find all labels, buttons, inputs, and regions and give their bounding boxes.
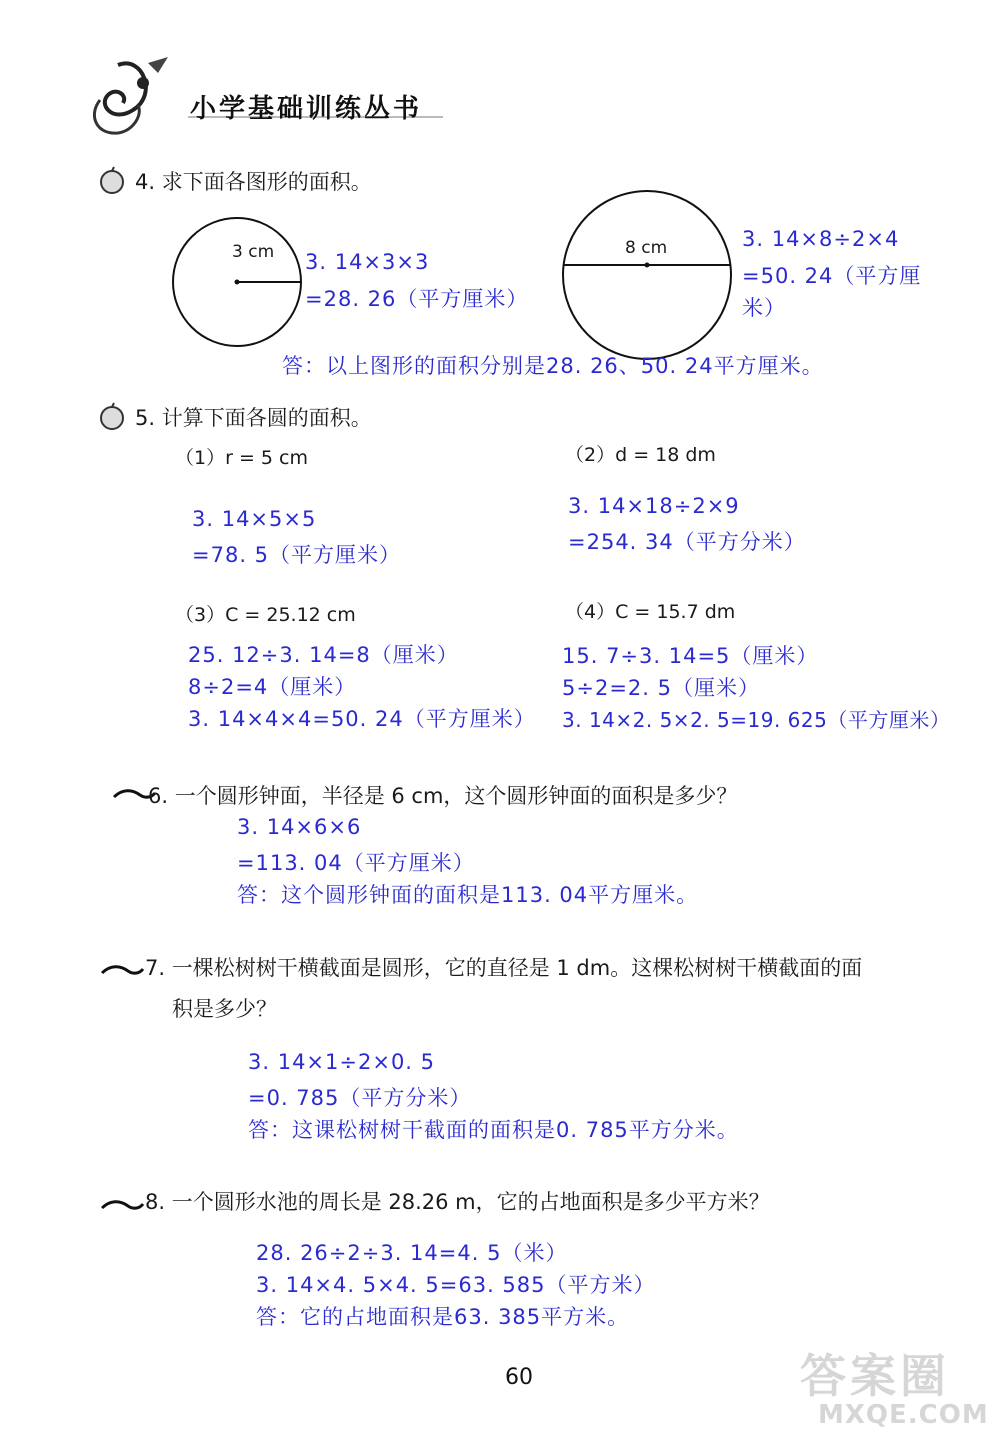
- q8-calc-2: 3. 14×4. 5×4. 5=63. 585（平方米）: [256, 1273, 656, 1297]
- circle1-label: 3 cm: [232, 242, 275, 262]
- q5-part3-calc-3: 3. 14×4×4=50. 24（平方厘米）: [188, 707, 536, 731]
- q5-part1-calc-2: =78. 5（平方厘米）: [192, 543, 402, 567]
- leaf-icon: [100, 1198, 145, 1214]
- q5-part4-label: （4）C = 15.7 dm: [565, 601, 736, 623]
- q6-answer: 答：这个圆形钟面的面积是113. 04平方厘米。: [237, 883, 699, 907]
- series-title: 小学基础训练丛书: [190, 94, 423, 124]
- q4-title: 4. 求下面各图形的面积。: [135, 170, 372, 194]
- q5-part1-label: （1）r = 5 cm: [175, 447, 308, 469]
- q7-calc-2: =0. 785（平方分米）: [248, 1086, 472, 1110]
- q7-title: 7. 一棵松树树干横截面是圆形，它的直径是 1 dm。这棵松树树干横截面的面: [145, 956, 863, 980]
- circle2-label: 8 cm: [625, 238, 668, 258]
- q7-title-cont: 积是多少？: [172, 997, 277, 1021]
- circle1-calc-2: =28. 26（平方厘米）: [305, 287, 529, 311]
- q5-part4-calc-2: 5÷2=2. 5（厘米）: [562, 676, 760, 700]
- q5-part4-calc-1: 15. 7÷3. 14=5（厘米）: [562, 644, 819, 668]
- q6-calc-1: 3. 14×6×6: [237, 815, 362, 839]
- q5-part3-calc-2: 8÷2=4（厘米）: [188, 675, 357, 699]
- circle2-calc-2: =50. 24（平方厘: [742, 264, 922, 288]
- q5-part2-label: （2）d = 18 dm: [565, 444, 716, 466]
- watermark-url: MXQE.COM: [818, 1400, 989, 1430]
- q5-title: 5. 计算下面各圆的面积。: [135, 406, 372, 430]
- apple-icon: [98, 166, 126, 194]
- q7-answer: 答：这课松树树干截面的面积是0. 785平方分米。: [248, 1118, 739, 1142]
- q7-calc-1: 3. 14×1÷2×0. 5: [248, 1050, 436, 1074]
- q5-part2-calc-2: =254. 34（平方分米）: [568, 530, 806, 554]
- q6-calc-2: =113. 04（平方厘米）: [237, 851, 475, 875]
- q5-part3-label: （3）C = 25.12 cm: [175, 604, 356, 626]
- q8-calc-1: 28. 26÷2÷3. 14=4. 5（米）: [256, 1241, 568, 1265]
- q8-title: 8. 一个圆形水池的周长是 28.26 m，它的占地面积是多少平方米？: [145, 1190, 770, 1214]
- circle2-calc-3: 米）: [742, 296, 786, 320]
- apple-icon: [98, 402, 126, 430]
- leaf-icon: [100, 963, 145, 979]
- circle-radius-3: [170, 215, 310, 355]
- q5-part3-calc-1: 25. 12÷3. 14=8（厘米）: [188, 643, 459, 667]
- circle-diameter-8: [560, 188, 735, 363]
- q5-part1-calc-1: 3. 14×5×5: [192, 507, 317, 531]
- watermark-logo: 答案圈: [800, 1349, 950, 1403]
- q5-part4-calc-3: 3. 14×2. 5×2. 5=19. 625（平方厘米）: [562, 708, 951, 732]
- page-number: 60: [505, 1365, 533, 1390]
- circle2-calc-1: 3. 14×8÷2×4: [742, 227, 900, 251]
- q5-part2-calc-1: 3. 14×18÷2×9: [568, 494, 740, 518]
- q8-answer: 答：它的占地面积是63. 385平方米。: [256, 1305, 630, 1329]
- q6-title: 6. 一个圆形钟面，半径是 6 cm，这个圆形钟面的面积是多少？: [148, 784, 738, 808]
- circle1-calc-1: 3. 14×3×3: [305, 250, 430, 274]
- q4-answer: 答：以上图形的面积分别是28. 26、50. 24平方厘米。: [282, 354, 824, 378]
